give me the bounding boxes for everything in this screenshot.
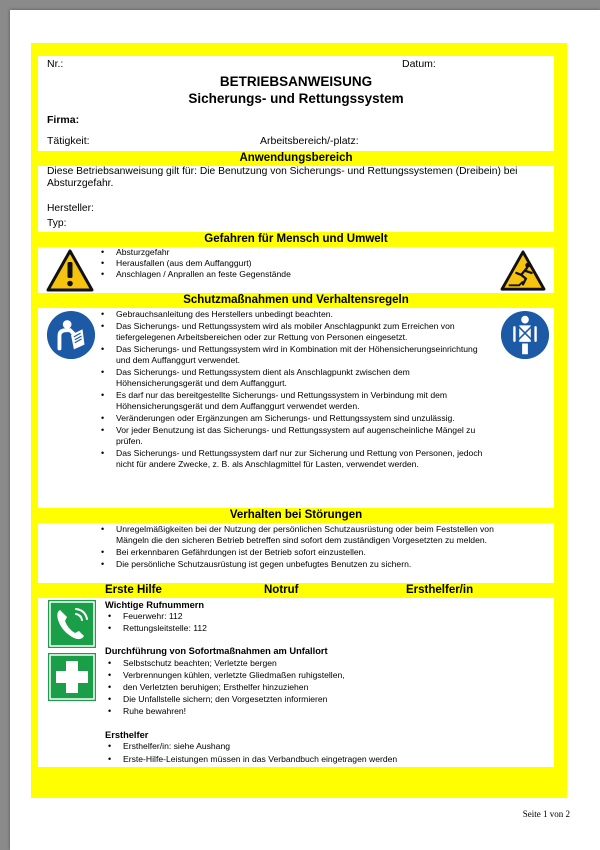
- anwendungsbereich-text: Diese Betriebsanweisung gilt für: Die Benutzung von Sicherungs- und Rettungssystemen (Dreibein) bei Absturzgefahr.: [47, 166, 518, 189]
- schutzmassnahmen-box: [38, 308, 554, 508]
- sofortmassnahmen-item: • Die Unfallstelle sichern; den Vorgesetzten informieren: [105, 694, 505, 705]
- sofortmassnahmen-item: • Ruhe bewahren!: [105, 706, 505, 717]
- anwendungsbereich-box: [38, 166, 554, 232]
- gefahren-item: • Anschlagen / Anprallen an feste Gegenstände: [98, 269, 478, 280]
- schutz-item: • Das Sicherungs- und Rettungssystem dient als Anschlagpunkt zwischen dem Höhensicherungsgerät und dem Auffanggurt.: [98, 367, 488, 389]
- ersthelfer-item: • Ersthelfer/in: siehe Aushang: [105, 741, 545, 752]
- stoerungen-item: • Unregelmäßigkeiten bei der Nutzung der persönlichen Schutzausrüstung oder beim Feststellen von Mängeln die den sicheren Betrieb betreffen sind sofort dem zuständigen Vorgesetzten zu melden.: [98, 524, 498, 546]
- sofortmassnahmen-list: [105, 658, 505, 717]
- rufnummer-item: • Rettungsleitstelle: 112: [105, 623, 405, 634]
- harness-icon: [500, 310, 550, 360]
- gefahren-item: • Herausfallen (aus dem Auffanggurt): [98, 258, 478, 269]
- arbeitsbereich-label: Arbeitsbereich/-platz:: [260, 135, 359, 147]
- schutz-item: • Das Sicherungs- und Rettungssystem wird als mobiler Anschlagpunkt zum Erreichen von tiefergelegenen Arbeitsbereichen oder zur Rettung von Personen eingesetzt.: [98, 321, 488, 343]
- datum-label: Datum:: [402, 58, 436, 70]
- stoerungen-item: • Bei erkennbaren Gefährdungen ist der Betrieb sofort einzustellen.: [98, 547, 498, 558]
- sofortmassnahmen-item: • Selbstschutz beachten; Verletzte bergen: [105, 658, 505, 669]
- ersthelfer-subheading: Ersthelfer: [105, 730, 149, 740]
- sofortmassnahmen-item: • Verbrennungen kühlen, verletzte Gliedmaßen ruhigstellen,: [105, 670, 505, 681]
- erste-hilfe-box: [38, 598, 554, 767]
- section-heading-stoerungen: Verhalten bei Störungen: [229, 509, 363, 521]
- document-subtitle: Sicherungs- und Rettungssystem: [188, 91, 404, 106]
- rufnummer-item: • Feuerwehr: 112: [105, 611, 405, 622]
- hersteller-label: Hersteller:: [47, 203, 94, 214]
- section-heading-erste-hilfe: [38, 584, 554, 597]
- sofortmassnahmen-heading: Durchführung von Sofortmaßnahmen am Unfallort: [105, 646, 328, 656]
- page-number: Seite 1 von 2: [522, 809, 570, 819]
- ersthelfer-list: [105, 741, 545, 765]
- gefahren-item: • Absturzgefahr: [98, 247, 478, 258]
- notruf-heading: Notruf: [264, 584, 299, 596]
- sofortmassnahmen-item: • den Verletzten beruhigen; Ersthelfer hinzuziehen: [105, 682, 505, 693]
- first-aid-cross-icon: [48, 653, 96, 701]
- firma-label: Firma:: [47, 114, 80, 126]
- stoerungen-box: [38, 523, 554, 583]
- stoerungen-list: [98, 524, 498, 570]
- document-title: BETRIEBSANWEISUNG: [219, 74, 373, 89]
- schutzmassnahmen-list: [98, 309, 488, 470]
- ersthelfer-item: • Erste-Hilfe-Leistungen müssen in das Verbandbuch eingetragen werden: [105, 754, 545, 765]
- header-block: [38, 56, 554, 151]
- typ-label: Typ:: [47, 218, 67, 229]
- nr-label: Nr.:: [47, 58, 64, 70]
- schutz-item: • Das Sicherungs- und Rettungssystem darf nur zur Sicherung und Rettung von Personen, jedoch nicht für andere Zwecke, z. B. als Anschlagmittel für Lasten, verwendet werden.: [98, 448, 488, 470]
- rufnummern-heading: Wichtige Rufnummern: [105, 600, 205, 610]
- schutz-item: • Das Sicherungs- und Rettungssystem wird in Kombination mit der Höhensicherungseinrichtung und dem Auffanggurt verwendet.: [98, 344, 488, 366]
- read-manual-icon: [46, 310, 96, 360]
- section-heading-schutzmassnahmen: Schutzmaßnahmen und Verhaltensregeln: [183, 294, 409, 306]
- erste-hilfe-heading: Erste Hilfe: [105, 584, 162, 596]
- rufnummern-list: [105, 611, 405, 634]
- section-heading-gefahren: Gefahren für Mensch und Umwelt: [204, 233, 388, 245]
- schutz-item: • Gebrauchsanleitung des Herstellers unbedingt beachten.: [98, 309, 488, 320]
- gefahren-box: [38, 247, 554, 293]
- gefahren-list: [98, 247, 478, 280]
- fall-hazard-icon: [500, 250, 546, 292]
- ersthelfer-heading: Ersthelfer/in: [406, 584, 474, 596]
- schutz-item: • Vor jeder Benutzung ist das Sicherungs- und Rettungssystem auf augenscheinliche Mängel zu prüfen.: [98, 425, 488, 447]
- warning-triangle-icon: [46, 249, 94, 293]
- section-heading-anwendungsbereich: Anwendungsbereich: [239, 152, 353, 164]
- emergency-phone-icon: [48, 600, 96, 648]
- schutz-item: • Es darf nur das bereitgestellte Sicherungs- und Rettungssystem in Verbindung mit dem Höhensicherungsgerät und dem Auffanggurt verwendet werden.: [98, 390, 488, 412]
- schutz-item: • Veränderungen oder Ergänzungen am Sicherungs- und Rettungssystem sind unzulässig.: [98, 413, 488, 424]
- stoerungen-item: • Die persönliche Schutzausrüstung ist gegen unbefugtes Benutzen zu sichern.: [98, 559, 498, 570]
- taetigkeit-label: Tätigkeit:: [47, 135, 90, 147]
